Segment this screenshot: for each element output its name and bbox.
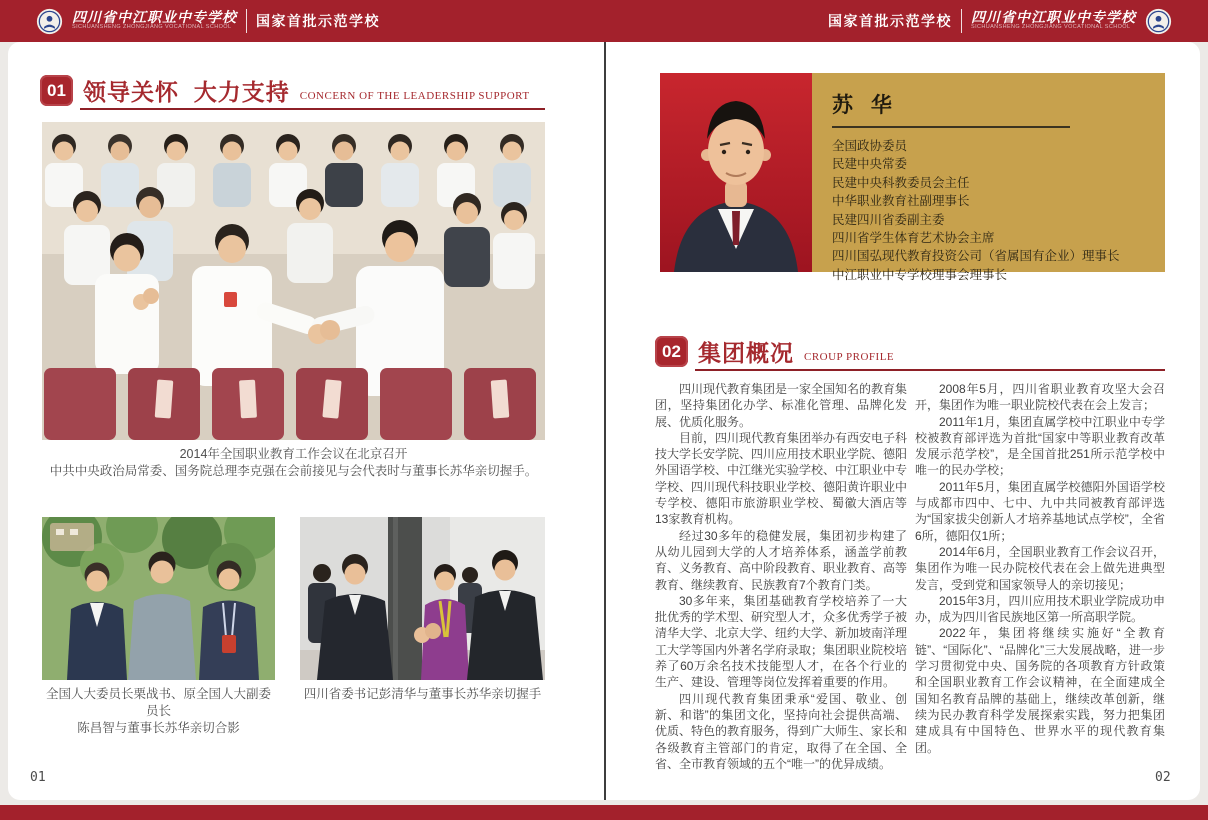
chairman-title-item: 民建四川省委副主委 [832,212,945,227]
top-header-bar [0,0,1208,42]
school-name-block [72,11,237,31]
body-paragraph: 2022年，集团将继续实施好“全教育链”、“国际化”、“品牌化”三大发展战略，进一步学习贯彻党中央、国务院的各项教育方针政策和全国职业教育工作会议精神，在全面建成全国知名教育品牌的基础上，继续改革创新，继续为民办教育科学发展探索实践，努力把集团建成具有中国特色、世界水平的现代教育集团。 [915,626,1165,755]
chairman-title-item: 民建中央常委 [832,157,908,172]
section-02-underline [695,369,1165,371]
section-01-heading [40,74,545,106]
header-badge-right: 国家首批示范学校 [828,13,952,29]
body-paragraph: 经过30多年的稳健发展，集团初步构建了从幼儿园到大学的人才培养体系，涵盖学前教育、义务教育、高中阶段教育、职业教育、高等教育、继续教育、民族教育7个教育门类。 [655,528,908,592]
body-paragraph: 2014年6月，全国职业教育工作会议召开，集团作为唯一民办院校代表在会上做先进典型发言，受到党和国家领导人的亲切接见； [915,544,1165,592]
page-number-right: 02 [1155,770,1171,785]
profile-text-column-1 [655,381,907,772]
chairman-titles-list [832,137,1147,284]
chairman-portrait-photo [660,73,812,272]
bottom-footer-bar [0,805,1208,820]
header-brand-right [828,8,1172,35]
header-divider-line [961,9,962,33]
school-seal-icon [1145,8,1172,35]
main-photo-caption [42,446,545,480]
body-paragraph: 2011年1月，集团直属学校中江职业中专学校被教育部评选为首批“国家中等职业教育改革发展示范学校”，是全国首批251所示范学校中唯一的民办学校； [915,414,1165,478]
section-01-number-badge: 01 [40,75,73,106]
chairman-name: 苏 华 [832,94,898,117]
body-paragraph: 四川现代教育集团是一家全国知名的教育集团，坚持集团化办学、标准化管理、品牌化发展、优质化服务。 [655,382,908,429]
profile-text-column-2 [915,381,1165,756]
chairman-profile-body [832,89,1147,284]
body-paragraph: 2015年3月，四川应用技术职业学院成功申办，成为四川省民族地区第一所高职学院。 [915,593,1165,625]
photo2-caption [300,686,545,703]
body-paragraph: 四川现代教育集团秉承“爱国、敬业、创新、和谐”的集团文化，坚持向社会提供高端、优质、特色的教育服务，得到广大师生、家长和各级教育主管部门的肯定，取得了在全国、全省、全市教育领域的五个“唯一”的优异成绩。 [655,691,908,771]
section-02-number-badge: 02 [655,336,688,367]
page-spread [8,42,1200,800]
header-badge-left: 国家首批示范学校 [256,13,380,29]
chairman-name-underline [832,126,1070,128]
chairman-title-item: 四川国弘现代教育投资公司（省属国有企业）理事长 [832,249,1120,264]
photo-handshake-indoor [300,517,545,680]
chairman-title-item: 全国政协委员 [832,139,908,153]
photo-group-outdoor [42,517,275,680]
school-name-cn: 四川省中江职业中专学校 [971,9,1136,26]
main-caption-line1: 2014年全国职业教育工作会议在北京召开 [179,447,408,461]
photo2-caption-line1: 四川省委书记彭清华与董事长苏华亲切握手 [303,687,542,701]
header-divider-line [246,9,247,33]
header-brand-left [36,8,380,35]
photo1-caption-line1: 全国人大委员长栗战书、原全国人大副委员长 [45,687,271,718]
body-paragraph: 2008年5月，四川省职业教育攻坚大会召开，集团作为唯一职业院校代表在会上发言； [915,382,1165,413]
body-paragraph: 30多年来，集团基础教育学校培养了一大批优秀的学术型、研究型人才，众多优秀学子被清华大学、北京大学、纽约大学、新加坡南洋理工大学等国内外著名学府录取；集团职业院校培养了60万余名技术技能型人才，在各个行业的生产、建设、管理等岗位发挥着重要的作用。 [655,593,908,690]
school-name-cn: 四川省中江职业中专学校 [72,9,237,26]
body-paragraph: 目前，四川现代教育集团举办有西安电子科技大学长安学院、四川应用技术职业学院、德阳外国语学校、中江继光实验学校、中江职业中专学校、四川现代科技职业学校、德阳黄许职业中专学校、德阳市旅游职业学校、蜀徽大酒店等13家教育机构。 [655,430,908,527]
photo1-caption-line2: 陈昌智与董事长苏华亲切合影 [77,721,240,735]
main-photo-conference [42,122,545,440]
section-01-title: 领导关怀 大力支持 [83,79,290,105]
body-paragraph: 2011年5月，集团直属学校德阳外国语学校与成都市四中、七中、九中共同被教育部评选为“国家拔尖创新人才培养基地试点学校”，全省6所，德阳仅1所； [915,479,1165,543]
chairman-title-item: 四川省学生体育艺术协会主席 [832,231,995,246]
section-01-underline [80,108,545,110]
main-caption-line2: 中共中央政治局常委、国务院总理李克强在会前接见与会代表时与董事长苏华亲切握手。 [49,464,538,478]
school-seal-icon [36,8,63,35]
section-02-heading [655,335,1165,367]
photo1-caption [42,686,275,737]
school-name-en: SICHUANSHENG ZHONGJIANG VOCATIONAL SCHOOL [72,24,232,31]
chairman-title-item: 民建中央科教委员会主任 [832,175,970,190]
chairman-title-item: 中华职业教育社副理事长 [832,194,970,209]
chairman-title-item: 中江职业中专学校理事会理事长 [832,267,1008,282]
section-01-subtitle: CONCERN OF THE LEADERSHIP SUPPORT [299,90,530,102]
section-02-subtitle: CROUP PROFILE [804,351,895,363]
school-name-block [971,11,1136,31]
chairman-profile-card [660,73,1165,282]
school-name-en: SICHUANSHENG ZHONGJIANG VOCATIONAL SCHOOL [971,24,1131,31]
section-02-title: 集团概况 [698,340,794,366]
page-gutter-divider [604,42,606,800]
page-number-left: 01 [30,770,46,785]
